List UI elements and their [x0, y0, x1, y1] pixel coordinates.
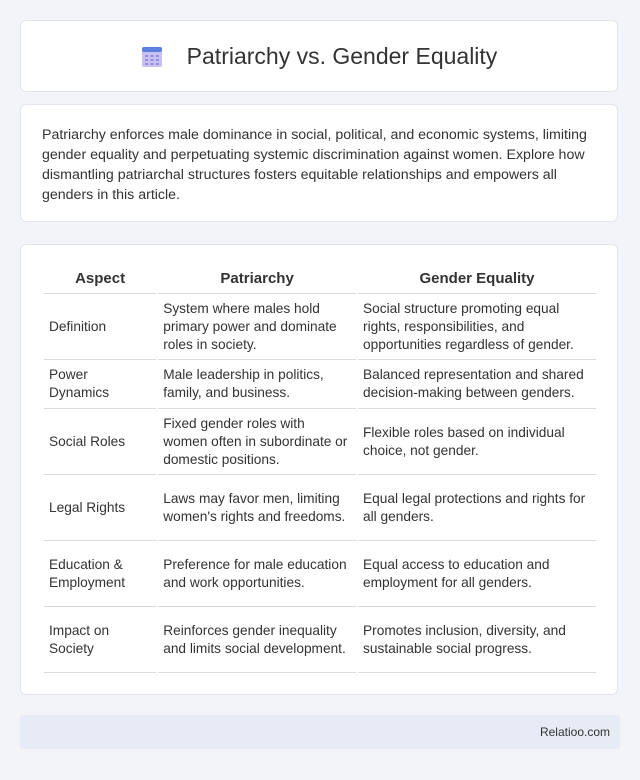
cell-patriarchy: Male leadership in politics, family, and business. [158, 360, 356, 409]
cell-gender-equality: Promotes inclusion, diversity, and sustainable social progress. [358, 607, 596, 673]
cell-patriarchy: Reinforces gender inequality and limits social development. [158, 607, 356, 673]
cell-aspect: Definition [44, 294, 156, 360]
column-header-gender-equality: Gender Equality [358, 263, 596, 294]
intro-text: Patriarchy enforces male dominance in social, political, and economic systems, limiting gender equality and perpetuating systemic discrimination against women. Explore how dismantling patriarchal structures fosters equitable relationships and empowers all genders in this article. [42, 127, 587, 203]
table-row [44, 294, 596, 360]
table-row [44, 607, 596, 673]
table-row [44, 475, 596, 541]
cell-patriarchy: Fixed gender roles with women often in subordinate or domestic positions. [158, 409, 356, 475]
footer [20, 715, 620, 749]
cell-patriarchy: Laws may favor men, limiting women's rights and freedoms. [158, 475, 356, 541]
column-header-aspect: Aspect [44, 263, 156, 294]
cell-aspect: Impact on Society [44, 607, 156, 673]
table-header-row [44, 263, 596, 294]
cell-gender-equality: Equal access to education and employment for all genders. [358, 541, 596, 607]
footer-brand: Relatioo.com [539, 725, 610, 739]
cell-patriarchy: System where males hold primary power and dominate roles in society. [158, 294, 356, 360]
cell-gender-equality: Social structure promoting equal rights, responsibilities, and opportunities regardless of gender. [358, 294, 596, 360]
cell-gender-equality: Balanced representation and shared decision-making between genders. [358, 360, 596, 409]
cell-aspect: Education & Employment [44, 541, 156, 607]
cell-patriarchy: Preference for male education and work opportunities. [158, 541, 356, 607]
column-header-patriarchy: Patriarchy [158, 263, 356, 294]
comparison-table [42, 263, 598, 673]
cell-aspect: Power Dynamics [44, 360, 156, 409]
calendar-icon [141, 44, 163, 68]
intro-card [20, 104, 618, 222]
page-title: Patriarchy vs. Gender Equality [186, 42, 498, 69]
cell-aspect: Legal Rights [44, 475, 156, 541]
cell-gender-equality: Equal legal protections and rights for all genders. [358, 475, 596, 541]
title-card [20, 20, 618, 92]
comparison-card [20, 244, 618, 695]
cell-aspect: Social Roles [44, 409, 156, 475]
cell-gender-equality: Flexible roles based on individual choice, not gender. [358, 409, 596, 475]
table-row [44, 541, 596, 607]
table-row [44, 409, 596, 475]
table-row [44, 360, 596, 409]
